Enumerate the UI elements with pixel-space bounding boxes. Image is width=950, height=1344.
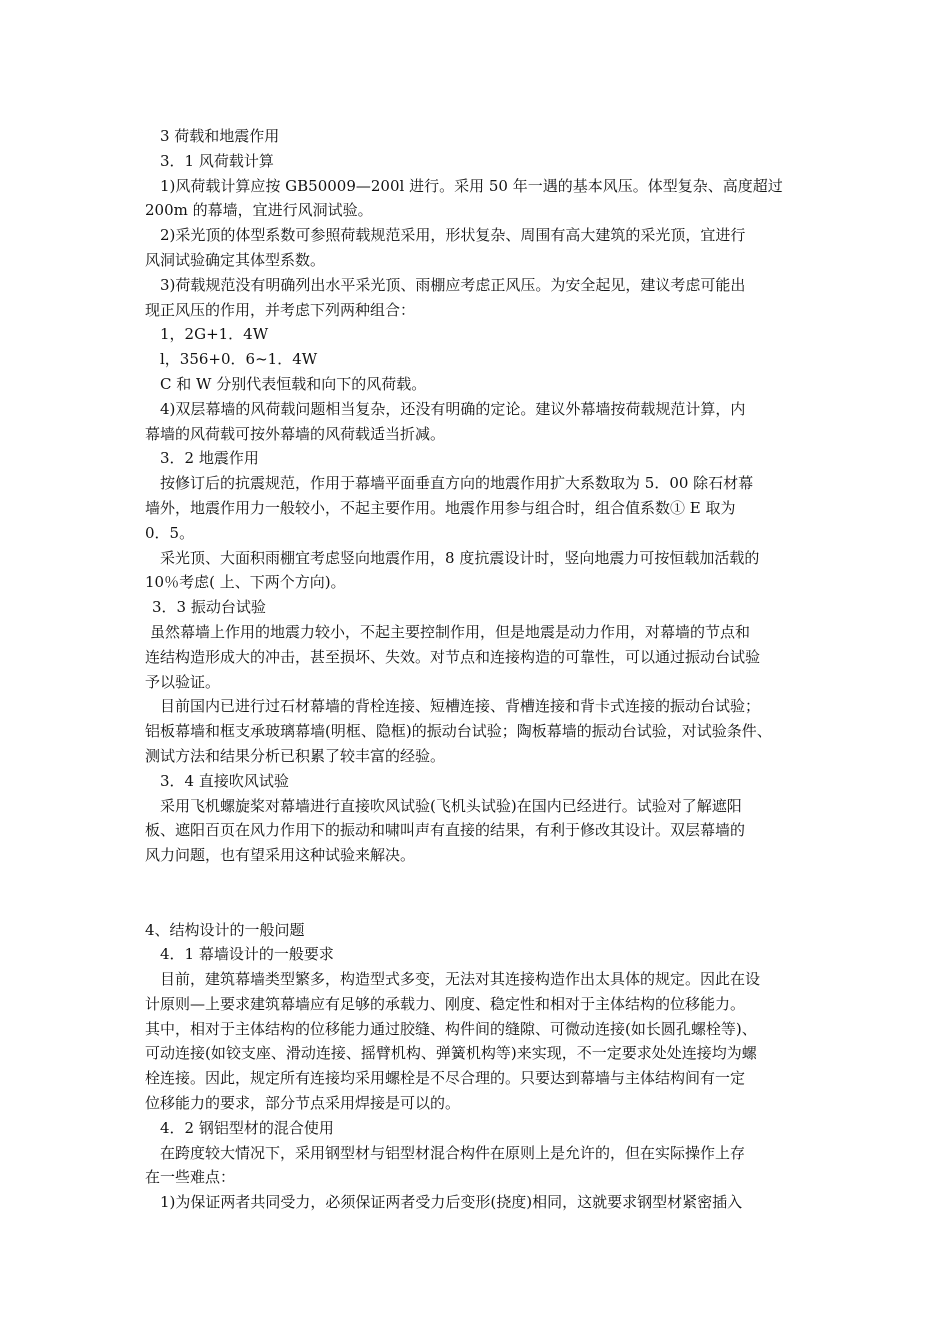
document-page [145, 124, 810, 1215]
paragraph-line: 连结构造形成大的冲击，甚至损坏、失效。对节点和连接构造的可靠性，可以通过振动台试验 [145, 647, 761, 666]
paragraph-line: 目前，建筑幕墙类型繁多，构造型式多变，无法对其连接构造作出太具体的规定。因此在设 [160, 970, 761, 989]
paragraph-line: 栓连接。因此，规定所有连接均采用螺栓是不尽合理的。只要达到幕墙与主体结构间有一定 [145, 1069, 746, 1088]
paragraph-line: 虽然幕墙上作用的地震力较小，不起主要控制作用，但是地震是动力作用，对幕墙的节点和 [150, 622, 751, 641]
paragraph-line: 2)采光顶的体型系数可参照荷载规范采用，形状复杂、周围有高大建筑的采光顶，宜进行 [160, 226, 746, 245]
paragraph-line: 现正风压的作用，并考虑下列两种组合： [145, 300, 416, 319]
formula-line: l，356+0．6~1．4W [160, 350, 318, 369]
paragraph-line: 0．5。 [145, 523, 195, 542]
paragraph-line: 测试方法和结果分析已积累了较丰富的经验。 [145, 746, 446, 765]
paragraph-line: 3)荷载规范没有明确列出水平采光顶、雨棚应考虑正风压。为安全起见，建议考虑可能出 [160, 275, 746, 294]
subsection-heading: 3．4 直接吹风试验 [160, 771, 289, 790]
paragraph-line: 1)风荷载计算应按 GB50009—200l 进行。采用 50 年一遇的基本风压。体型复杂、高度超过 [160, 176, 783, 195]
paragraph-line: 其中，相对于主体结构的位移能力通过胶缝、构件间的缝隙、可微动连接(如长圆孔螺栓等)、 [145, 1019, 757, 1038]
paragraph-line: 计原则—上要求建筑幕墙应有足够的承载力、刚度、稳定性和相对于主体结构的位移能力。 [145, 994, 746, 1013]
subsection-heading: 4．1 幕墙设计的一般要求 [160, 945, 334, 964]
paragraph-line: 在一些难点： [145, 1168, 236, 1187]
paragraph-line: 采用飞机螺旋桨对幕墙进行直接吹风试验(飞机头试验)在国内已经进行。试验对了解遮阳 [160, 796, 742, 815]
paragraph-line: 目前国内已进行过石材幕墙的背栓连接、短槽连接、背槽连接和背卡式连接的振动台试验； [160, 697, 761, 716]
formula-line: 1，2G+1．4W [160, 325, 269, 344]
paragraph-line: 采光顶、大面积雨棚宜考虑竖向地震作用，8 度抗震设计时，竖向地震力可按恒载加活载的 [160, 548, 760, 567]
subsection-heading: 3．3 振动台试验 [152, 598, 266, 617]
paragraph-line: 位移能力的要求，部分节点采用焊接是可以的。 [145, 1094, 461, 1113]
paragraph-line: 200m 的幕墙，宜进行风洞试验。 [145, 201, 373, 220]
paragraph-line: 风洞试验确定其体型系数。 [145, 250, 326, 269]
section-heading: 3 荷载和地震作用 [160, 127, 280, 145]
subsection-heading: 4．2 钢铝型材的混合使用 [160, 1118, 334, 1137]
paragraph-line: 墙外，地震作用力一般较小，不起主要作用。地震作用参与组合时，组合值系数① E 取为 [145, 498, 736, 517]
paragraph-line: 10％考虑( 上、下两个方向)。 [145, 573, 346, 592]
paragraph-line: C 和 W 分别代表恒载和向下的风荷载。 [160, 374, 427, 393]
section-heading: 4、结构设计的一般问题 [145, 920, 305, 939]
paragraph-line: 予以验证。 [145, 672, 221, 691]
paragraph-line: 4)双层幕墙的风荷载问题相当复杂，还没有明确的定论。建议外幕墙按荷载规范计算，内 [160, 399, 746, 418]
paragraph-line: 风力问题，也有望采用这种试验来解决。 [145, 846, 416, 865]
section-gap [145, 868, 810, 918]
paragraph-line: 铝板幕墙和框支承玻璃幕墙(明框、隐框)的振动台试验；陶板幕墙的振动台试验，对试验条件、 [145, 722, 772, 741]
paragraph-line: 幕墙的风荷载可按外幕墙的风荷载适当折减。 [145, 424, 446, 443]
paragraph-line: 按修订后的抗震规范，作用于幕墙平面垂直方向的地震作用扩大系数取为 5．00 除石材幕 [160, 474, 754, 493]
subsection-heading: 3．1 风荷载计算 [160, 151, 274, 170]
subsection-heading: 3．2 地震作用 [160, 449, 259, 468]
paragraph-line: 1)为保证两者共同受力，必须保证两者受力后变形(挠度)相同，这就要求钢型材紧密插入 [160, 1193, 743, 1212]
paragraph-line: 板、遮阳百页在风力作用下的振动和啸叫声有直接的结果，有利于修改其设计。双层幕墙的 [145, 821, 746, 840]
paragraph-line: 可动连接(如铰支座、滑动连接、摇臂机构、弹簧机构等)来实现，不一定要求处处连接均为螺 [145, 1044, 757, 1063]
paragraph-line: 在跨度较大情况下，采用钢型材与铝型材混合构件在原则上是允许的，但在实际操作上存 [160, 1143, 746, 1162]
